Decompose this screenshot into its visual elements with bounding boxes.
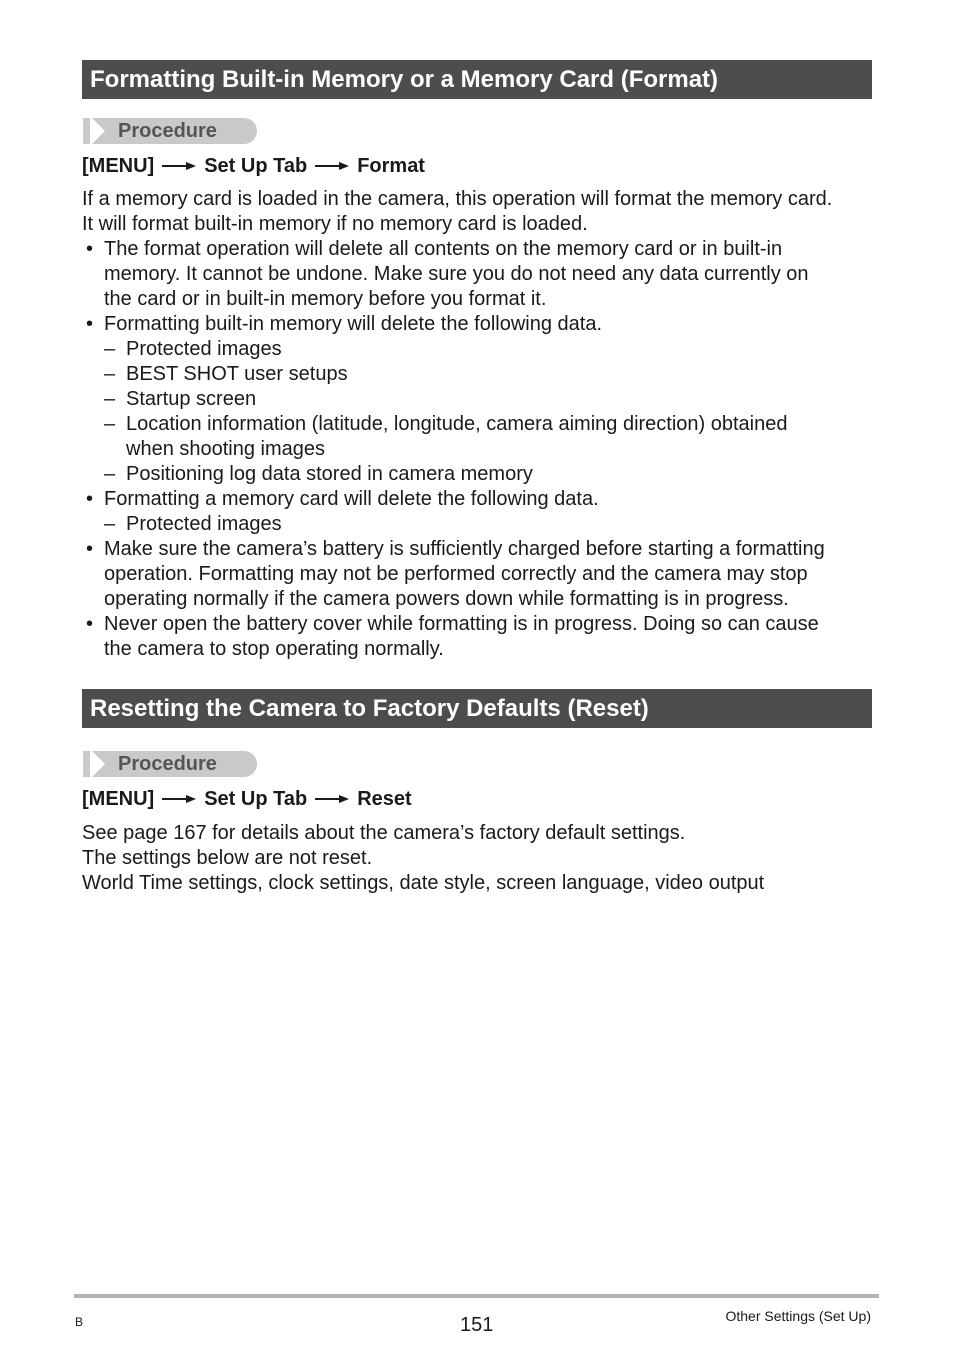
dash-item	[82, 412, 882, 462]
dash-line: – Positioning log data stored in camera memory	[126, 463, 533, 485]
path-step-menu: [MENU]	[82, 788, 155, 810]
bullet-line: • Formatting a memory card will delete the following data.	[104, 488, 599, 510]
dash-line: – Startup screen	[126, 388, 257, 410]
body-line: See page 167 for details about the camera’s factory default settings.	[82, 822, 686, 844]
bullet-line: • Formatting built-in memory will delete the following data.	[104, 313, 602, 335]
bullet-line: • The format operation will delete all contents on the memory card or in built-in	[104, 238, 783, 260]
procedure-label: Procedure	[118, 120, 217, 142]
bullet-item	[82, 612, 882, 662]
path-step-format: Format	[357, 155, 425, 177]
dash-item	[82, 512, 882, 537]
page-number: 151	[460, 1314, 494, 1336]
bullet-line: • Make sure the camera’s battery is sufficiently charged before starting a formatting	[104, 538, 825, 560]
bullet-item	[82, 537, 882, 612]
dash-item	[82, 462, 882, 487]
procedure-badge	[83, 118, 257, 144]
arrow-right-icon	[162, 161, 196, 171]
dash-line: – Location information (latitude, longitude, camera aiming direction) obtained	[126, 413, 788, 435]
path-step-setup-tab: Set Up Tab	[204, 788, 308, 810]
dash-line: – BEST SHOT user setups	[126, 363, 348, 385]
arrow-right-icon	[315, 161, 349, 171]
bullet-line: the camera to stop operating normally.	[104, 638, 444, 660]
bullet-line: memory. It cannot be undone. Make sure you do not need any data currently on	[104, 263, 809, 285]
footer-code: B	[75, 1315, 84, 1329]
body-line: The settings below are not reset.	[82, 847, 373, 869]
bullet-line: operating normally if the camera powers down while formatting is in progress.	[104, 588, 789, 610]
arrow-right-icon	[162, 794, 196, 804]
path-step-reset: Reset	[357, 788, 412, 810]
body-line: World Time settings, clock settings, date style, screen language, video output	[82, 872, 765, 894]
path-step-menu: [MENU]	[82, 155, 155, 177]
format-body	[82, 187, 882, 662]
procedure-badge	[83, 751, 257, 777]
dash-item	[82, 387, 882, 412]
dash-item	[82, 337, 882, 362]
dash-line: when shooting images	[126, 438, 326, 460]
menu-path-format	[82, 153, 425, 179]
dash-line: – Protected images	[126, 338, 282, 360]
path-step-setup-tab: Set Up Tab	[204, 155, 308, 177]
footer-chapter: Other Settings (Set Up)	[725, 1308, 871, 1324]
intro-line: It will format built-in memory if no memory card is loaded.	[82, 213, 588, 235]
dash-item	[82, 362, 882, 387]
section-title-reset: Resetting the Camera to Factory Defaults (Reset)	[82, 689, 872, 728]
bullet-line: operation. Formatting may not be performed correctly and the camera may stop	[104, 563, 808, 585]
intro-line: If a memory card is loaded in the camera, this operation will format the memory card.	[82, 188, 833, 210]
footer-divider	[74, 1294, 879, 1298]
bullet-line: the card or in built-in memory before you format it.	[104, 288, 547, 310]
reset-body	[82, 821, 882, 896]
bullet-line: • Never open the battery cover while formatting is in progress. Doing so can cause	[104, 613, 819, 635]
bullet-item	[82, 487, 882, 512]
bullet-item	[82, 237, 882, 312]
dash-line: – Protected images	[126, 513, 282, 535]
bullet-item	[82, 312, 882, 337]
menu-path-reset	[82, 786, 412, 812]
arrow-right-icon	[315, 794, 349, 804]
procedure-label: Procedure	[118, 753, 217, 775]
section-title-format: Formatting Built-in Memory or a Memory Card (Format)	[82, 60, 872, 99]
